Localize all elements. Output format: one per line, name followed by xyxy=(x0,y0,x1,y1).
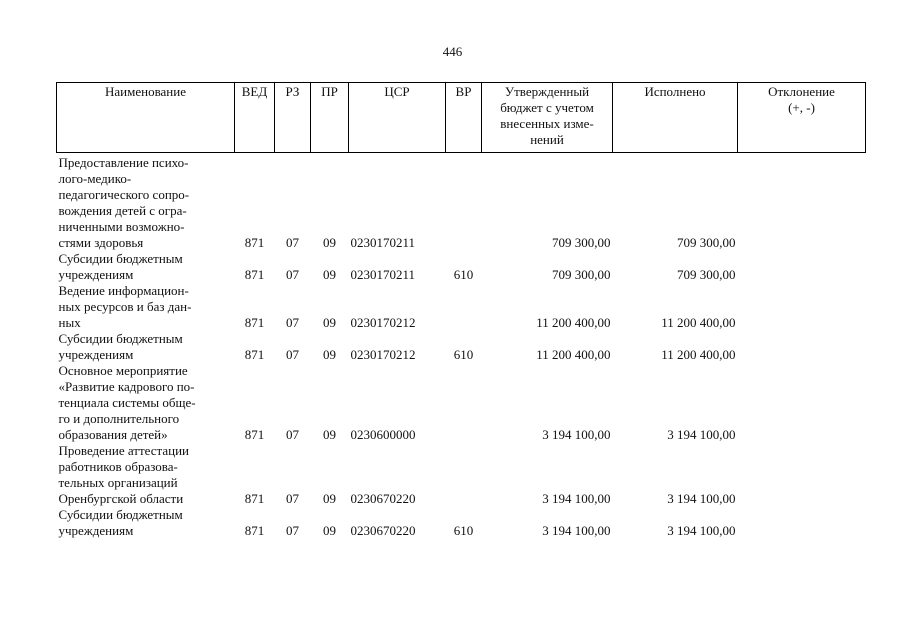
header-pr: ПР xyxy=(311,83,349,153)
cell-deviation xyxy=(738,363,866,443)
row-name xyxy=(57,283,235,331)
header-approved-budget xyxy=(482,83,613,153)
cell-ved: 871 xyxy=(244,315,265,330)
cell-csr: 0230170211 xyxy=(350,267,416,282)
name-line: лого-медико- xyxy=(58,171,132,186)
cell-vr xyxy=(446,443,482,507)
cell-deviation xyxy=(738,331,866,363)
name-line: Субсидии бюджетным xyxy=(58,331,183,346)
header-deviation xyxy=(738,83,866,153)
cell-rz: 07 xyxy=(286,347,299,362)
cell-vr: 610 xyxy=(453,347,474,362)
cell-pr: 09 xyxy=(323,491,336,506)
cell-approved: 11 200 400,00 xyxy=(536,315,611,330)
cell-vr xyxy=(446,283,482,331)
cell-rz: 07 xyxy=(286,235,299,250)
name-line: ниченными возможно- xyxy=(58,219,185,234)
row-name xyxy=(57,363,235,443)
row-name xyxy=(57,331,235,363)
cell-approved: 11 200 400,00 xyxy=(536,347,611,362)
cell-vr: 610 xyxy=(453,267,474,282)
cell-executed: 709 300,00 xyxy=(677,267,736,282)
cell-pr: 09 xyxy=(323,267,336,282)
cell-pr: 09 xyxy=(323,523,336,538)
cell-deviation xyxy=(738,251,866,283)
cell-executed: 11 200 400,00 xyxy=(661,347,736,362)
budget-table xyxy=(56,82,866,539)
header-approved-line: бюджет с учетом xyxy=(500,100,594,115)
table-header-row xyxy=(57,83,866,153)
header-name: Наименование xyxy=(57,83,235,153)
header-approved-line: внесенных изме- xyxy=(500,116,594,131)
cell-rz: 07 xyxy=(286,315,299,330)
header-ved: ВЕД xyxy=(235,83,275,153)
cell-ved: 871 xyxy=(244,491,265,506)
name-line: педагогического сопро- xyxy=(58,187,190,202)
cell-executed: 3 194 100,00 xyxy=(667,427,736,442)
table-row xyxy=(57,283,866,331)
header-csr: ЦСР xyxy=(349,83,446,153)
cell-ved: 871 xyxy=(244,347,265,362)
name-line: образования детей» xyxy=(58,427,168,442)
cell-approved: 709 300,00 xyxy=(552,267,611,282)
cell-csr: 0230170212 xyxy=(350,315,416,330)
name-line: Субсидии бюджетным xyxy=(58,507,183,522)
cell-vr xyxy=(446,363,482,443)
table-row xyxy=(57,251,866,283)
name-line: ных ресурсов и баз дан- xyxy=(58,299,192,314)
cell-vr: 610 xyxy=(453,523,474,538)
header-approved-line: Утвержденный xyxy=(504,84,590,99)
name-line: учреждениям xyxy=(58,267,134,282)
name-line: Основное мероприятие xyxy=(58,363,188,378)
cell-executed: 709 300,00 xyxy=(677,235,736,250)
name-line: Проведение аттестации xyxy=(58,443,190,458)
name-line: Предоставление психо- xyxy=(58,155,189,170)
cell-ved: 871 xyxy=(244,427,265,442)
header-approved-line: нений xyxy=(530,132,564,147)
name-line: тенциала системы обще- xyxy=(58,395,196,410)
name-line: стями здоровья xyxy=(58,235,144,250)
row-name xyxy=(57,251,235,283)
cell-pr: 09 xyxy=(323,427,336,442)
cell-deviation xyxy=(738,443,866,507)
cell-csr: 0230170212 xyxy=(350,347,416,362)
header-rz: РЗ xyxy=(275,83,311,153)
cell-csr: 0230600000 xyxy=(350,427,416,442)
cell-approved: 709 300,00 xyxy=(552,235,611,250)
cell-vr xyxy=(446,155,482,251)
name-line: «Развитие кадрового по- xyxy=(58,379,195,394)
name-line: Субсидии бюджетным xyxy=(58,251,183,266)
cell-csr: 0230670220 xyxy=(350,523,416,538)
cell-ved: 871 xyxy=(244,235,265,250)
cell-executed: 3 194 100,00 xyxy=(667,523,736,538)
cell-deviation xyxy=(738,507,866,539)
name-line: учреждениям xyxy=(58,523,134,538)
header-deviation-line: Отклонение xyxy=(768,84,835,99)
name-line: Оренбургской области xyxy=(58,491,184,506)
table-row xyxy=(57,363,866,443)
row-name xyxy=(57,507,235,539)
cell-approved: 3 194 100,00 xyxy=(542,523,611,538)
name-line: учреждениям xyxy=(58,347,134,362)
cell-rz: 07 xyxy=(286,491,299,506)
header-executed: Исполнено xyxy=(613,83,738,153)
header-vr: ВР xyxy=(446,83,482,153)
name-line: работников образова- xyxy=(58,459,178,474)
cell-executed: 3 194 100,00 xyxy=(667,491,736,506)
cell-deviation xyxy=(738,283,866,331)
page-number: 446 xyxy=(442,44,463,59)
row-name xyxy=(57,155,235,251)
cell-executed: 11 200 400,00 xyxy=(661,315,736,330)
cell-csr: 0230670220 xyxy=(350,491,416,506)
table-row xyxy=(57,443,866,507)
cell-rz: 07 xyxy=(286,427,299,442)
table-row xyxy=(57,155,866,251)
name-line: ных xyxy=(58,315,81,330)
cell-approved: 3 194 100,00 xyxy=(542,427,611,442)
name-line: Ведение информацион- xyxy=(58,283,189,298)
name-line: вождения детей с огра- xyxy=(58,203,187,218)
cell-deviation xyxy=(738,155,866,251)
header-deviation-line: (+, -) xyxy=(788,100,815,115)
cell-ved: 871 xyxy=(244,523,265,538)
cell-ved: 871 xyxy=(244,267,265,282)
row-name xyxy=(57,443,235,507)
cell-csr: 0230170211 xyxy=(350,235,416,250)
cell-rz: 07 xyxy=(286,523,299,538)
table-row xyxy=(57,331,866,363)
cell-pr: 09 xyxy=(323,347,336,362)
cell-pr: 09 xyxy=(323,235,336,250)
cell-rz: 07 xyxy=(286,267,299,282)
cell-approved: 3 194 100,00 xyxy=(542,491,611,506)
cell-pr: 09 xyxy=(323,315,336,330)
name-line: го и дополнительного xyxy=(58,411,180,426)
name-line: тельных организаций xyxy=(58,475,178,490)
table-row xyxy=(57,507,866,539)
